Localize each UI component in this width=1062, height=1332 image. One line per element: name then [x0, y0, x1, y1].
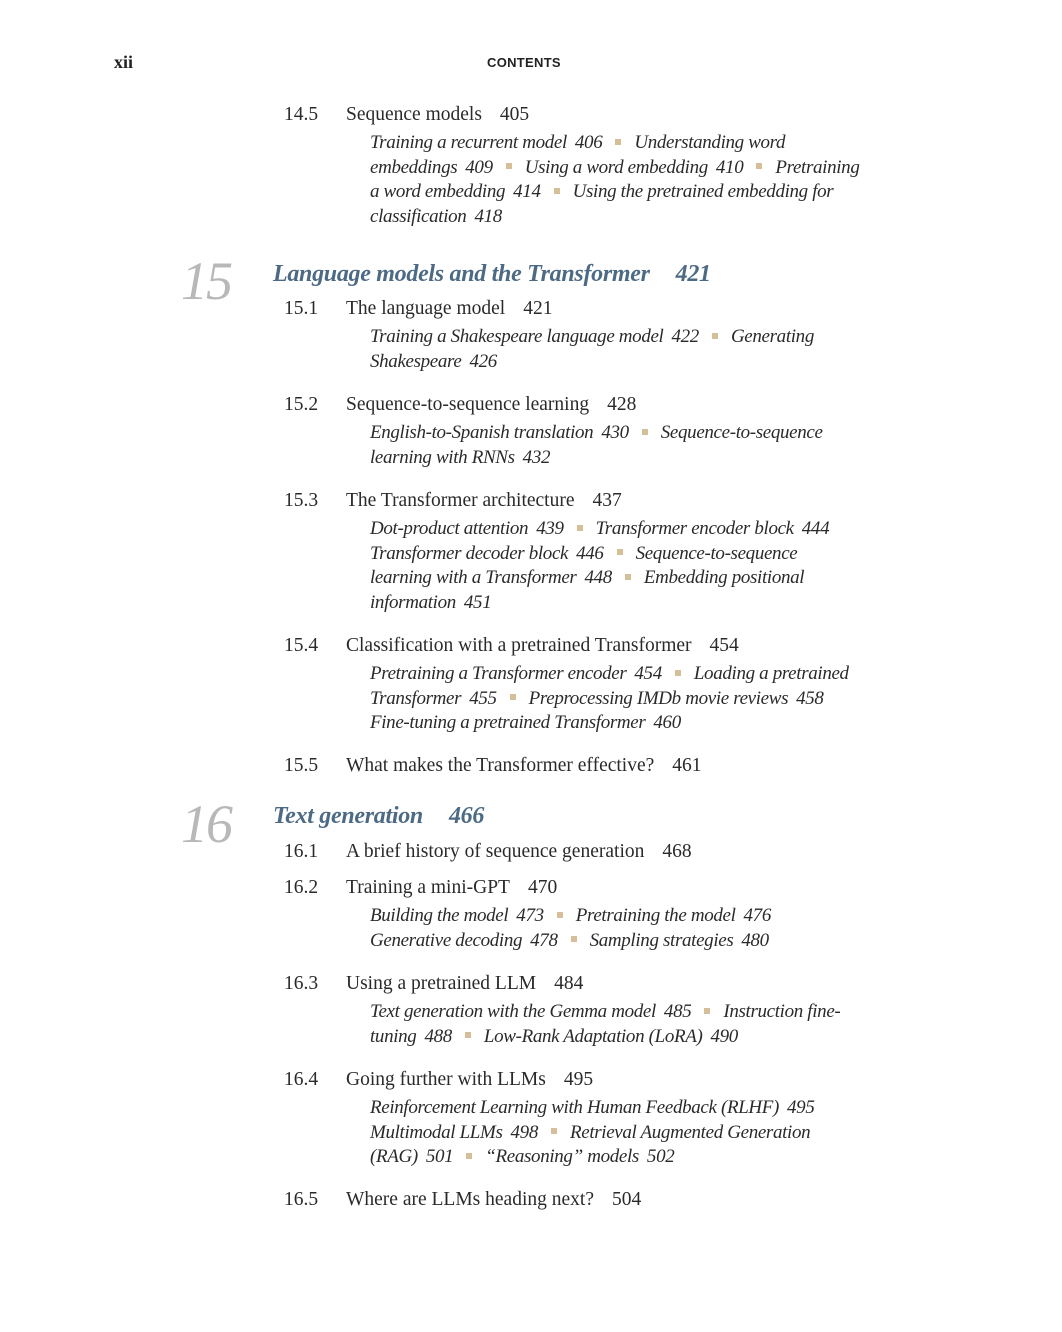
subsection-line	[370, 1025, 890, 1050]
subsection-title[interactable]: Building the model	[370, 905, 509, 926]
subsection-page: 478	[530, 929, 558, 951]
section-page: 484	[554, 973, 584, 994]
bullet-separator-icon	[554, 188, 560, 194]
section-title[interactable]: Where are LLMs heading next?	[346, 1189, 594, 1210]
subsection-page: 476	[743, 905, 771, 926]
subsection-title[interactable]: Transformer decoder block	[370, 542, 569, 564]
chapter-title-text[interactable]: Text generation	[273, 803, 423, 829]
section-title[interactable]: The language model	[346, 298, 506, 319]
subsection-line	[370, 929, 890, 954]
section-number: 15.3	[284, 490, 319, 511]
section-title[interactable]: Sequence-to-sequence learning	[346, 394, 590, 415]
toc-section[interactable]	[284, 1068, 904, 1170]
subsection-title[interactable]: Training a recurrent model	[370, 132, 567, 153]
subsection-page: 501	[425, 1146, 454, 1168]
bullet-separator-icon	[571, 936, 577, 942]
subsection-line	[370, 1000, 890, 1025]
toc-section[interactable]	[284, 634, 904, 736]
subsection-title[interactable]: Shakespeare	[370, 350, 462, 372]
section-number: 16.2	[284, 877, 319, 898]
subsection-page: 426	[469, 350, 497, 372]
subsection-page: 444	[801, 518, 830, 539]
subsection-line	[370, 591, 890, 616]
bullet-separator-icon	[675, 670, 681, 676]
subsection-line	[370, 687, 890, 712]
section-page: 461	[672, 755, 702, 776]
chapter-number: 16	[181, 794, 231, 854]
subsection-page: 455	[469, 687, 497, 709]
subsection-page: 502	[646, 1146, 675, 1168]
bullet-separator-icon	[510, 694, 516, 700]
subsection-line	[370, 1121, 890, 1146]
section-page: 495	[563, 1069, 594, 1090]
subsection-title[interactable]: English-to-Spanish translation	[370, 422, 594, 443]
bullet-separator-icon	[577, 525, 583, 531]
subsection-title[interactable]: Retrieval Augmented Generation	[569, 1121, 811, 1143]
subsection-line	[370, 542, 890, 567]
bullet-separator-icon	[557, 912, 563, 918]
subsection-title[interactable]: Low-Rank Adaptation (LoRA)	[483, 1025, 703, 1047]
bullet-separator-icon	[465, 1032, 471, 1038]
subsection-title[interactable]: Multimodal LLMs	[370, 1121, 503, 1143]
toc-section[interactable]	[284, 1188, 904, 1212]
subsection-line	[370, 517, 890, 542]
subsection-title[interactable]: learning with a Transformer	[370, 567, 577, 589]
subsection-title[interactable]: Understanding word	[634, 132, 786, 153]
running-title: CONTENTS	[487, 55, 561, 70]
subsection-line	[370, 131, 890, 156]
bullet-separator-icon	[642, 429, 648, 435]
subsection-title[interactable]: classification	[370, 205, 467, 227]
subsection-title[interactable]: embeddings	[370, 156, 458, 178]
section-title[interactable]: Training a mini-GPT	[346, 877, 510, 898]
bullet-separator-icon	[506, 163, 512, 169]
running-head	[0, 50, 1062, 74]
subsection-page: 432	[522, 446, 551, 468]
subsection-line	[370, 1145, 890, 1170]
subsection-page: 418	[474, 205, 502, 227]
subsection-line	[370, 350, 890, 375]
subsection-page: 480	[741, 929, 769, 951]
bullet-separator-icon	[625, 574, 631, 580]
toc-section[interactable]	[284, 103, 904, 229]
subsection-title[interactable]: Using the pretrained embedding for	[572, 181, 834, 203]
subsection-page: 451	[463, 591, 492, 613]
bullet-separator-icon	[756, 163, 762, 169]
chapter-number: 15	[181, 251, 231, 311]
subsection-title[interactable]: Pretraining a Transformer encoder	[370, 663, 627, 684]
subsection-title[interactable]: Using a word embedding	[524, 156, 708, 178]
bullet-separator-icon	[551, 1128, 557, 1134]
subsection-title[interactable]: Instruction fine-	[723, 1001, 841, 1022]
section-page: 468	[662, 841, 692, 862]
section-page: 504	[611, 1189, 642, 1210]
subsection-page: 498	[510, 1121, 538, 1143]
subsection-line	[370, 711, 890, 736]
bullet-separator-icon	[466, 1153, 472, 1159]
page-number: xii	[114, 52, 134, 72]
chapter-title-text[interactable]: Language models and the Transformer	[273, 261, 650, 287]
subsection-title[interactable]: Transformer encoder block	[595, 518, 794, 539]
subsection-line	[370, 205, 890, 230]
subsection-title[interactable]: Pretraining	[775, 156, 860, 178]
toc-section[interactable]	[284, 840, 904, 864]
subsection-title[interactable]: Generative decoding	[370, 929, 523, 951]
subsection-title[interactable]: Text generation with the Gemma model	[370, 1001, 656, 1022]
subsection-page: 473	[516, 905, 544, 926]
toc-section[interactable]	[284, 393, 904, 470]
subsection-list	[370, 131, 890, 229]
toc-section[interactable]	[284, 972, 904, 1049]
section-number: 16.4	[284, 1069, 319, 1090]
subsection-title[interactable]: “Reasoning” models	[485, 1146, 639, 1168]
section-page: 470	[527, 877, 558, 898]
section-title[interactable]: Sequence models	[346, 104, 482, 125]
chapter-title[interactable]	[273, 259, 711, 289]
subsection-page: 460	[653, 712, 681, 734]
subsection-line	[370, 325, 890, 350]
bullet-separator-icon	[704, 1008, 710, 1014]
section-number: 14.5	[284, 104, 319, 125]
subsection-title[interactable]: Training a Shakespeare language model	[370, 326, 664, 347]
subsection-title[interactable]: tuning	[370, 1025, 417, 1047]
subsection-line	[370, 180, 890, 205]
section-page: 437	[592, 490, 622, 511]
subsection-page: 422	[671, 326, 699, 347]
subsection-page: 454	[634, 663, 662, 684]
subsection-page: 439	[536, 518, 564, 539]
subsection-page: 446	[576, 542, 604, 564]
bullet-separator-icon	[617, 549, 623, 555]
subsection-title[interactable]: Fine-tuning a pretrained Transformer	[370, 712, 646, 734]
section-page: 421	[523, 298, 553, 319]
section-number: 16.1	[284, 841, 319, 862]
section-title[interactable]: Classification with a pretrained Transformer	[346, 635, 692, 656]
subsection-page: 430	[601, 422, 629, 443]
subsection-page: 414	[513, 181, 541, 203]
subsection-list	[370, 325, 890, 374]
subsection-title[interactable]: Sequence-to-sequence	[660, 422, 823, 443]
subsection-title[interactable]: information	[370, 591, 456, 613]
bullet-separator-icon	[712, 333, 718, 339]
subsection-title[interactable]: Sequence-to-sequence	[635, 542, 798, 564]
section-title[interactable]: What makes the Transformer effective?	[346, 755, 655, 776]
section-title[interactable]: The Transformer architecture	[346, 490, 575, 511]
section-number: 16.3	[284, 973, 319, 994]
subsection-page: 458	[796, 687, 824, 709]
chapter-page: 421	[675, 261, 711, 287]
section-page: 454	[709, 635, 739, 656]
subsection-line	[370, 662, 890, 687]
section-number: 15.2	[284, 394, 319, 415]
subsection-page: 485	[663, 1001, 692, 1022]
section-title[interactable]: Using a pretrained LLM	[346, 973, 537, 994]
subsection-title[interactable]: (RAG)	[370, 1146, 418, 1168]
subsection-title[interactable]: Pretraining the model	[575, 905, 736, 926]
subsection-line	[370, 1096, 890, 1121]
subsection-title[interactable]: Sampling strategies	[589, 929, 734, 951]
subsection-line	[370, 446, 890, 471]
subsection-page: 410	[715, 156, 744, 178]
subsection-list	[370, 421, 890, 470]
subsection-title[interactable]: Loading a pretrained	[693, 663, 849, 684]
subsection-page: 488	[424, 1025, 452, 1047]
section-number: 16.5	[284, 1189, 319, 1210]
section-number: 15.1	[284, 298, 319, 319]
subsection-title[interactable]: Generating	[730, 326, 814, 347]
chapter-page: 466	[448, 803, 485, 829]
section-number: 15.5	[284, 755, 319, 776]
toc-section[interactable]	[284, 876, 904, 953]
subsection-line	[370, 156, 890, 181]
subsection-list	[370, 662, 890, 736]
subsection-page: 409	[465, 156, 493, 178]
subsection-line	[370, 566, 890, 591]
subsection-list	[370, 1096, 890, 1170]
subsection-line	[370, 421, 890, 446]
subsection-title[interactable]: Embedding positional	[643, 567, 805, 589]
subsection-title[interactable]: Dot-product attention	[370, 518, 529, 539]
section-title[interactable]: A brief history of sequence generation	[346, 841, 645, 862]
subsection-page: 490	[710, 1025, 738, 1047]
subsection-page: 406	[574, 132, 603, 153]
subsection-title[interactable]: learning with RNNs	[370, 446, 515, 468]
subsection-title[interactable]: Preprocessing IMDb movie reviews	[528, 687, 789, 709]
subsection-line	[370, 904, 890, 929]
section-page: 405	[499, 104, 530, 125]
subsection-page: 448	[584, 567, 612, 589]
toc-section[interactable]	[284, 754, 904, 778]
toc-section[interactable]	[284, 297, 904, 374]
subsection-title[interactable]: Transformer	[370, 687, 462, 709]
subsection-list	[370, 904, 890, 953]
subsection-list	[370, 517, 890, 615]
subsection-title[interactable]: Reinforcement Learning with Human Feedback (RLHF)	[370, 1097, 780, 1118]
subsection-title[interactable]: a word embedding	[370, 181, 506, 203]
section-number: 15.4	[284, 635, 319, 656]
subsection-list	[370, 1000, 890, 1049]
section-title[interactable]: Going further with LLMs	[346, 1069, 546, 1090]
section-page: 428	[607, 394, 637, 415]
chapter-title[interactable]	[273, 801, 484, 831]
toc-section[interactable]	[284, 489, 904, 615]
bullet-separator-icon	[615, 139, 621, 145]
subsection-page: 495	[787, 1097, 815, 1118]
